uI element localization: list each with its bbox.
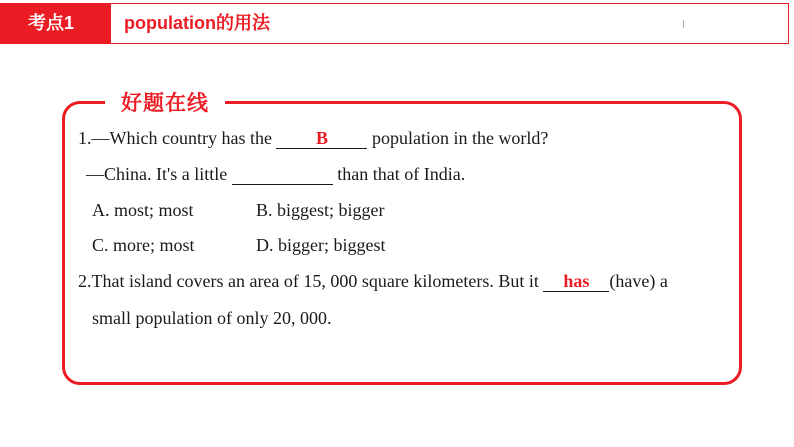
question-text: —China. It's a little xyxy=(86,164,232,184)
question-2-line-1 xyxy=(78,269,668,293)
page-title: population的用法 xyxy=(124,13,270,33)
answer-blank xyxy=(543,271,609,292)
header-bar xyxy=(0,0,794,48)
question-1-line-2 xyxy=(86,162,465,186)
topic-tag: 考点1 xyxy=(0,3,111,44)
option-d: D. bigger; biggest xyxy=(256,235,386,255)
answer-blank xyxy=(232,164,333,185)
header-title-frame xyxy=(111,3,789,44)
question-text: —Which country has the xyxy=(91,128,277,148)
answer-text: B xyxy=(315,128,328,148)
header-divider-tick xyxy=(683,20,684,28)
question-text: (have) a xyxy=(609,271,668,291)
option-b: B. biggest; bigger xyxy=(256,200,385,220)
option-c: C. more; most xyxy=(92,235,195,255)
option-a: A. most; most xyxy=(92,200,194,220)
question-text: than that of India. xyxy=(332,164,466,184)
question-2-line-2: small population of only 20, 000. xyxy=(92,308,332,328)
question-number: 2. xyxy=(78,271,92,291)
question-number: 1. xyxy=(78,128,92,148)
question-1-line-1 xyxy=(78,126,548,150)
panel-title: 好题在线 xyxy=(105,89,225,117)
question-text: population in the world? xyxy=(367,128,549,148)
answer-text: has xyxy=(563,271,590,291)
question-text: That island covers an area of 15, 000 square kilometers. But it xyxy=(91,271,544,291)
answer-blank xyxy=(276,128,367,149)
